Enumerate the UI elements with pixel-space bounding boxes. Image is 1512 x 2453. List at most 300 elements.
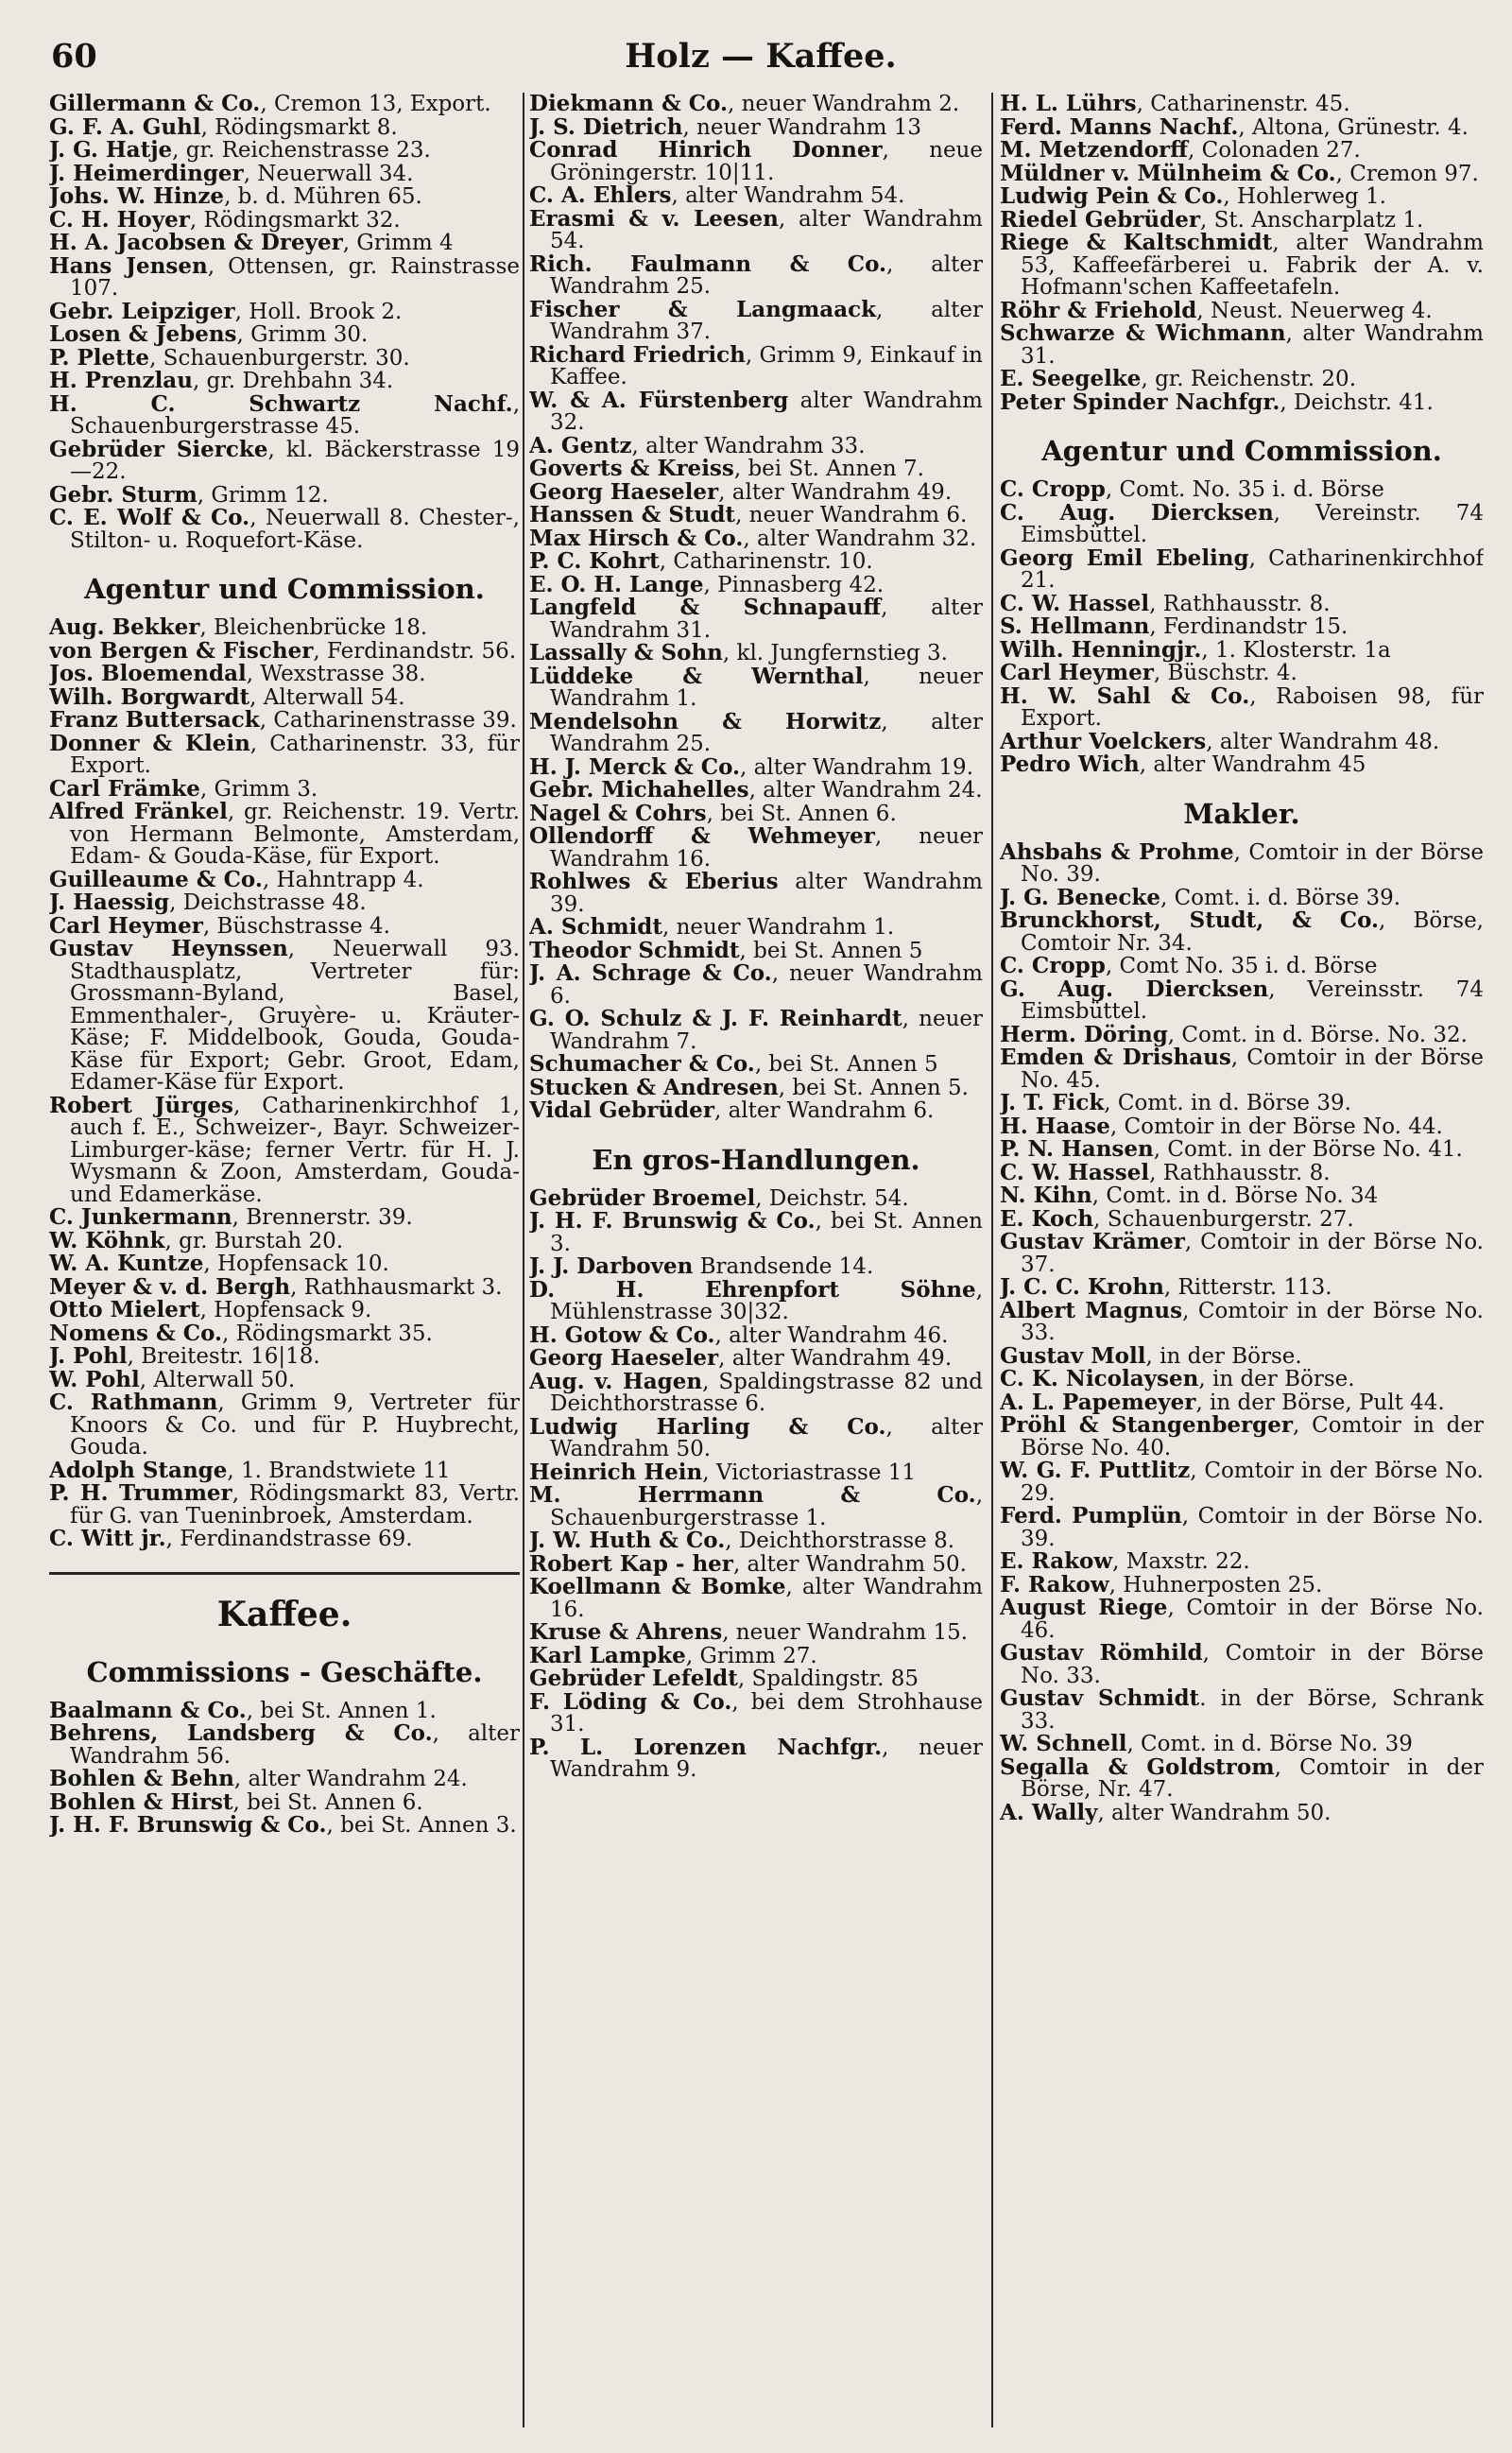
entry-address: , alter Wandrahm 53, Kaffeefärberei u. Fabrik der A. v. Hofmann'schen Kaffeetafeln.: [1021, 231, 1484, 300]
firm-name: Gustav Heynssen: [49, 936, 288, 961]
directory-entry: [1000, 1297, 1484, 1345]
firm-name: Behrens, Landsberg & Co.: [49, 1720, 433, 1746]
directory-entry: [529, 1621, 983, 1645]
directory-entry: [529, 1484, 983, 1529]
entry-address: , Wexstrasse 38.: [246, 662, 426, 686]
entry-address: , alter Wandrahm 54.: [671, 183, 905, 208]
firm-name: J. H. F. Brunswig & Co.: [49, 1812, 327, 1838]
firm-name: Ferd. Pumplün: [1000, 1503, 1182, 1529]
firm-name: Diekmann & Co.: [529, 93, 728, 116]
firm-name: P. L. Lorenzen Nachfgr.: [529, 1734, 883, 1760]
entry-address: , alter Wandrahm 25.: [550, 709, 983, 756]
entry-address: , alter Wandrahm 19.: [740, 754, 974, 780]
directory-entry: [49, 1482, 520, 1528]
directory-entry: [529, 1461, 983, 1485]
entry-address: , Grimm 9, Einkauf in Kaffee.: [550, 342, 983, 389]
firm-name: Conrad Hinrich Donner: [529, 137, 883, 163]
directory-entry: [1000, 93, 1484, 116]
entry-address: , neuer Wandrahm 16.: [550, 824, 983, 872]
directory-entry: [1000, 1460, 1484, 1505]
firm-name: A. L. Papemeyer: [1000, 1389, 1196, 1415]
firm-name: Karl Lampke: [529, 1642, 686, 1668]
entry-address: , alter Wandrahm 33.: [631, 433, 866, 458]
entry-address: , Raboisen 98, für Export.: [1021, 683, 1484, 731]
directory-entry: [529, 1550, 983, 1577]
firm-name: W. G. F. Puttlitz: [1000, 1458, 1191, 1483]
firm-name: C. H. Hoyer: [49, 206, 190, 233]
directory-entry: [529, 93, 983, 116]
directory-entry: [49, 709, 520, 733]
directory-entry: [1000, 1205, 1484, 1232]
directory-entry: [529, 596, 983, 642]
directory-entry: [529, 341, 983, 389]
entry-address: , bei St. Annen 3.: [326, 1813, 517, 1838]
directory-entry: [529, 1667, 983, 1691]
directory-entry: [49, 185, 520, 209]
directory-entry: [529, 250, 983, 299]
directory-entry: [529, 1074, 983, 1100]
entry-address: , Comtoir in der Börse No. 40.: [1021, 1413, 1484, 1460]
firm-name: F. Löding & Co.: [529, 1688, 732, 1715]
firm-name: Gillermann & Co.: [49, 93, 261, 116]
directory-entry: [49, 1457, 520, 1483]
column-left: [49, 93, 520, 2437]
directory-entry: [1000, 1414, 1484, 1460]
firm-name: Gebrüder Siercke: [49, 436, 268, 462]
entry-address: , kl. Jungfernstieg 3.: [722, 641, 948, 665]
entry-address: , Neuerwall 34.: [243, 161, 414, 186]
entry-address: , neuer Wandrahm 1.: [550, 664, 983, 711]
directory-entry: [529, 205, 983, 253]
entry-address: , alter Wandrahm 31.: [550, 596, 983, 643]
firm-name: Aug. v. Hagen: [529, 1368, 703, 1394]
directory-entry: [529, 571, 983, 597]
directory-entry: [49, 139, 520, 163]
directory-entry: [529, 1053, 983, 1077]
firm-name: J. Haessig: [49, 890, 170, 915]
firm-name: A. Schmidt: [529, 914, 662, 940]
directory-entry: [49, 390, 520, 439]
entry-address: , Schauenburgerstr. 30.: [149, 345, 410, 371]
firm-name: Gebrüder Lefeldt: [529, 1666, 738, 1691]
directory-entry: [1000, 1733, 1484, 1756]
directory-entry: [1000, 955, 1484, 978]
firm-name: Langfeld & Schnapauff: [529, 595, 882, 620]
firm-name: August Riege: [1000, 1595, 1168, 1620]
directory-entry: [529, 1576, 983, 1621]
directory-entry: [1000, 160, 1484, 186]
entry-address: , neuer Wandrahm 9.: [550, 1735, 983, 1782]
entry-address: , Huhnerposten 25.: [1108, 1572, 1323, 1598]
firm-name: Röhr & Friehold: [1000, 297, 1197, 323]
directory-entry: [529, 113, 983, 140]
directory-entry: [49, 1252, 520, 1276]
directory-entry: [529, 296, 983, 344]
firm-name: Gustav Krämer: [1000, 1229, 1185, 1254]
entry-address: , alter Wandrahm 25.: [550, 251, 983, 299]
directory-entry: [49, 206, 520, 233]
entry-address: , Neuerwall 8. Chester-, Stilton- u. Roquefort-Käse.: [70, 506, 520, 553]
section-heading: Agentur und Commission.: [1041, 435, 1442, 467]
directory-entry: [529, 665, 983, 711]
directory-entry: [1000, 297, 1484, 323]
entry-address: , neue Gröningerstr. 10|11.: [550, 138, 983, 185]
directory-entry: [49, 683, 520, 710]
entry-address: , alter Wandrahm 24.: [233, 1767, 468, 1791]
entry-address: , neuer Wandrahm 15.: [722, 1620, 969, 1645]
firm-name: Peter Spinder Nachfgr.: [1000, 389, 1280, 415]
entry-address: , Holl. Brook 2.: [234, 299, 403, 324]
entry-address: , Deichstrasse 48.: [169, 890, 367, 915]
firm-name: H. Haase: [1000, 1113, 1110, 1139]
directory-entry: [529, 1324, 983, 1348]
firm-name: Gebr. Leipziger: [49, 298, 235, 324]
directory-entry: [1000, 1115, 1484, 1139]
page-number: 60: [51, 37, 97, 76]
firm-name: H. W. Sahl & Co.: [1000, 682, 1250, 709]
entry-address: , neuer Wandrahm 6.: [735, 503, 968, 527]
firm-name: C. E. Wolf & Co.: [49, 505, 250, 530]
entry-address: , Grimm 27.: [685, 1643, 817, 1668]
firm-name: Albert Magnus: [1000, 1297, 1183, 1323]
entry-address: , neuer Wandrahm 13: [682, 114, 922, 140]
firm-name: Herm. Döring: [1000, 1021, 1168, 1047]
firm-name: P. Plette: [49, 344, 150, 371]
directory-entry: [529, 708, 983, 756]
firm-name: Schumacher & Co.: [529, 1051, 755, 1077]
directory-entry: [1000, 753, 1484, 777]
directory-entry: [49, 481, 520, 508]
entry-address: , Vereinstr. 74 Eimsbüttel.: [1021, 500, 1484, 547]
directory-entry: [49, 866, 520, 892]
entry-address: , Ferdinandstr 15.: [1149, 614, 1349, 639]
directory-entry: [1000, 1368, 1484, 1391]
directory-entry: [49, 775, 520, 802]
entry-address: , Hahntrapp 4.: [262, 867, 424, 892]
entry-address: , Rathhausmarkt 3.: [290, 1274, 503, 1300]
entry-address: , Comt No. 35 i. d. Börse: [1105, 954, 1378, 978]
section-rule: [49, 1572, 520, 1575]
entry-address: , Deichstr. 41.: [1280, 389, 1434, 415]
entry-address: , kl. Bäckerstrasse 19—22.: [70, 437, 520, 484]
entry-address: , in der Börse.: [1145, 1343, 1302, 1369]
entry-address: , Spaldingstr. 85: [737, 1667, 919, 1691]
firm-name: J. C. C. Krohn: [1000, 1274, 1164, 1300]
entry-address: , Rödingsmarkt 35.: [222, 1321, 433, 1346]
firm-name: C. W. Hassel: [1000, 590, 1150, 616]
directory-entry: [529, 1347, 983, 1371]
entry-address: , Pinnasberg 42.: [703, 572, 885, 597]
entry-address: , Ottensen, gr. Rainstrasse 107.: [70, 253, 520, 301]
firm-name: P. H. Trummer: [49, 1480, 232, 1506]
entry-address: , Spaldingstrasse 82 und Deichthorstrasse 6.: [550, 1369, 983, 1416]
directory-entry: [529, 550, 983, 574]
entry-address: , Hohlerweg 1.: [1223, 184, 1386, 209]
entry-address: , bei St. Annen 7.: [733, 457, 924, 481]
entry-address: , Comtoir in der Börse No. 44.: [1109, 1114, 1443, 1139]
entry-address: , Comtoir in der Börse No. 37.: [1021, 1230, 1484, 1277]
firm-name: Rohlwes & Eberius: [529, 869, 779, 894]
entry-address: , 1. Brandstwiete 11: [227, 1458, 451, 1483]
firm-name: Pedro Wich: [1000, 751, 1140, 777]
firm-name: H. Prenzlau: [49, 368, 193, 393]
firm-name: G. Aug. Diercksen: [1000, 976, 1269, 1002]
directory-entry: [1000, 1046, 1484, 1092]
firm-name: Otto Mielert: [49, 1297, 200, 1322]
directory-entry: [529, 1688, 983, 1736]
directory-entry: [49, 1273, 520, 1300]
entry-address: , Rathhausstr. 8.: [1149, 1160, 1331, 1185]
directory-entry: [1000, 1159, 1484, 1185]
firm-name: Ludwig Pein & Co.: [1000, 183, 1224, 209]
firm-name: Alfred Fränkel: [49, 799, 228, 824]
entry-address: , Comt. in d. Börse. No. 32.: [1167, 1022, 1468, 1047]
directory-entry: [1000, 499, 1484, 547]
directory-entry: [529, 478, 983, 505]
directory-entry: [49, 1299, 520, 1322]
firm-name: Fischer & Langmaack: [529, 296, 877, 322]
directory-entry: [49, 663, 520, 686]
entry-address: , alter Wandrahm 37.: [550, 297, 983, 344]
section-title: Kaffee.: [216, 1594, 352, 1634]
directory-entry: [49, 801, 520, 869]
firm-name: P. C. Kohrt: [529, 548, 660, 574]
directory-entry: [1000, 590, 1484, 616]
entry-address: , Rödingsmarkt 32.: [189, 207, 401, 233]
directory-entry: [529, 753, 983, 780]
directory-entry: [49, 252, 520, 301]
entry-address: , in der Börse.: [1198, 1367, 1355, 1391]
firm-name: C. A. Ehlers: [529, 182, 672, 208]
directory-entry: [49, 1788, 520, 1815]
directory-entry: [1000, 478, 1484, 502]
entry-address: , Vereinsstr. 74 Eimsbüttel.: [1021, 976, 1484, 1024]
firm-name: Richard Friedrich: [529, 341, 746, 368]
directory-entry: [49, 323, 520, 347]
firm-name: Wilh. Henningjr.: [1000, 636, 1202, 663]
entry-address: , neuer Wandrahm 6.: [550, 961, 983, 1009]
directory-entry: [49, 1366, 520, 1392]
entry-address: , Deichstr. 54.: [755, 1185, 909, 1211]
section-heading: Agentur und Commission.: [84, 573, 485, 605]
firm-name: Ludwig Harling & Co.: [529, 1413, 886, 1440]
directory-entry: [1000, 1687, 1484, 1733]
firm-name: Donner & Klein: [49, 730, 250, 756]
entry-address: , bei St. Annen 6.: [232, 1789, 423, 1815]
directory-entry: [529, 800, 983, 826]
entry-address: , Neust. Neuerweg 4.: [1196, 298, 1433, 323]
firm-name: Ferd. Manns Nachf.: [1000, 113, 1239, 140]
section-heading: Makler.: [1183, 797, 1300, 830]
firm-name: Adolph Stange: [49, 1457, 228, 1483]
firm-name: Bohlen & Hirst: [49, 1788, 233, 1815]
directory-entry: [49, 370, 520, 393]
entry-address: , Cremon 13, Export.: [260, 93, 491, 116]
entry-address: , alter Wandrahm 50.: [1097, 1800, 1332, 1825]
entry-address: , Grimm 30.: [236, 322, 369, 347]
firm-name: Meyer & v. d. Bergh: [49, 1273, 291, 1300]
entry-address: , Alterwall 50.: [139, 1367, 296, 1392]
entry-address: , Comt. No. 35 i. d. Börse: [1105, 477, 1384, 502]
directory-entry: [49, 344, 520, 371]
firm-name: C. Witt jr.: [49, 1526, 166, 1551]
directory-entry: [1000, 1505, 1484, 1550]
entry-address: , Altona, Grünestr. 4.: [1238, 114, 1469, 140]
directory-entry: [529, 1210, 983, 1255]
entry-address: , Rödingsmarkt 8.: [200, 114, 398, 140]
entry-address: , Grimm 12.: [197, 482, 329, 508]
directory-entry: [49, 298, 520, 324]
directory-entry: [49, 507, 520, 552]
firm-name: Pröhl & Stangenberger: [1000, 1412, 1293, 1438]
directory-entry: [529, 1529, 983, 1553]
firm-name: Stucken & Andresen: [529, 1074, 779, 1100]
directory-entry: [1000, 909, 1484, 955]
directory-entry: [49, 232, 520, 255]
directory-entry: [529, 962, 983, 1008]
entry-address: , Maxstr. 22.: [1112, 1549, 1250, 1574]
entry-address: , alter Wandrahm 16.: [550, 1575, 983, 1622]
firm-name: C. Aug. Diercksen: [1000, 499, 1274, 526]
firm-name: H. A. Jacobsen & Dreyer: [49, 230, 343, 255]
entry-address: , alter Wandrahm 32.: [743, 526, 977, 551]
entry-address: , Schauenburgerstrasse 1.: [550, 1483, 983, 1530]
directory-entry: [1000, 368, 1484, 391]
directory-entry: [49, 1345, 520, 1369]
entry-address: , Rathhausstr. 8.: [1149, 591, 1331, 616]
firm-name: Georg Haeseler: [529, 1345, 719, 1371]
directory-entry: [49, 637, 520, 664]
firm-name: C. Junkermann: [49, 1204, 232, 1230]
entry-address: , Grimm 9, Vertreter für Knoors & Co. und für P. Huybrecht, Gouda.: [70, 1391, 520, 1460]
entry-address: , Brennerstr. 39.: [232, 1205, 413, 1230]
firm-name: F. Rakow: [1000, 1571, 1109, 1598]
entry-address: , neuer Wandrahm 2.: [727, 93, 960, 116]
directory-entry: [49, 1092, 520, 1207]
firm-name: W. Köhnk: [49, 1227, 165, 1253]
firm-name: P. N. Hansen: [1000, 1136, 1154, 1162]
directory-entry: [49, 93, 520, 116]
firm-name: D. H. Ehrenpfort Söhne: [529, 1276, 976, 1303]
entry-address: , alter Wandrahm 6.: [713, 1098, 935, 1123]
firm-name: Jos. Bloemendal: [49, 661, 247, 686]
directory-entry: [1000, 1571, 1484, 1598]
directory-entry: [529, 779, 983, 803]
directory-entry: [529, 825, 983, 871]
firm-name: W. & A. Fürstenberg: [529, 387, 789, 413]
firm-name: Heinrich Hein: [529, 1459, 703, 1485]
firm-name: C. Cropp: [1000, 953, 1106, 978]
entry-address: , Catharinenstr. 45.: [1136, 93, 1350, 116]
directory-entry: [49, 1814, 520, 1838]
directory-entry: [49, 1322, 520, 1346]
firm-name: Carl Heymer: [49, 912, 203, 939]
firm-name: von Bergen & Fischer: [49, 637, 314, 664]
directory-entry: [1000, 1550, 1484, 1574]
entry-address: , alter Wandrahm 46.: [714, 1322, 949, 1348]
directory-entry: [1000, 1391, 1484, 1415]
firm-name: Lüddeke & Wernthal: [529, 663, 864, 689]
entry-address: , St. Anscharplatz 1.: [1199, 207, 1424, 233]
firm-name: J. J. Darboven: [529, 1253, 694, 1279]
firm-name: Nagel & Cohrs: [529, 800, 707, 826]
directory-entry: [1000, 139, 1484, 163]
entry-address: , alter Wandrahm 54.: [550, 206, 983, 253]
entry-address: , bei St. Annen 5.: [778, 1075, 969, 1100]
firm-name: N. Kihn: [1000, 1183, 1092, 1208]
entry-address: , Comt. in d. Börse No. 34: [1091, 1183, 1379, 1208]
firm-name: A. Gentz: [529, 432, 632, 458]
directory-entry: [529, 1368, 983, 1416]
directory-entry: [529, 937, 983, 963]
directory-entry: [529, 458, 983, 481]
directory-entry: [1000, 322, 1484, 368]
firm-name: Müldner v. Mülnheim & Co.: [1000, 160, 1336, 186]
firm-name: H. Gotow & Co.: [529, 1322, 715, 1348]
firm-name: M. Metzendorff: [1000, 137, 1189, 163]
directory-entry: [49, 938, 520, 1095]
entry-address: , Schauenburgerstr. 27.: [1093, 1206, 1354, 1232]
firm-name: Hans Jensen: [49, 252, 208, 279]
directory-entry: [1000, 1231, 1484, 1276]
firm-name: G. O. Schulz & J. F. Reinhardt: [529, 1006, 902, 1031]
entry-address: , Comtoir in der Börse No. 33.: [1021, 1298, 1484, 1345]
directory-entry: [49, 891, 520, 915]
firm-name: Guilleaume & Co.: [49, 866, 263, 892]
directory-entry: [529, 527, 983, 551]
entry-address: , Ferdinandstrasse 69.: [165, 1527, 413, 1551]
entry-address: , gr. Reichenstr. 20.: [1141, 367, 1357, 391]
directory-entry: [529, 1642, 983, 1668]
entry-address: , Ferdinandstr. 56.: [313, 638, 517, 664]
directory-entry: [49, 1722, 520, 1768]
entry-address: , bei St. Annen 5: [739, 938, 923, 963]
firm-name: Carl Heymer: [1000, 660, 1154, 685]
directory-entry: [1000, 206, 1484, 233]
entry-address: , gr. Drehbahn 34.: [192, 369, 394, 393]
entry-address: , alter Wandrahm 45: [1139, 752, 1366, 777]
entry-address: Brandsende 14.: [693, 1254, 874, 1279]
entry-address: , bei dem Strohhause 31.: [550, 1689, 983, 1736]
firm-name: Georg Haeseler: [529, 478, 719, 505]
entry-address: , neuer Wandrahm 7.: [550, 1007, 983, 1054]
firm-name: Georg Emil Ebeling: [1000, 544, 1249, 571]
directory-entry: [1000, 884, 1484, 910]
directory-entry: [49, 113, 520, 140]
firm-name: Ahsbahs & Prohme: [1000, 838, 1234, 865]
entry-address: , in der Börse, Pult 44.: [1195, 1390, 1445, 1415]
directory-entry: [529, 1008, 983, 1053]
entry-address: , Hopfensack 9.: [199, 1298, 372, 1322]
firm-name: J. A. Schrage & Co.: [529, 960, 772, 986]
entry-address: , bei St. Annen 6.: [706, 801, 897, 826]
firm-name: Lassally & Sohn: [529, 640, 723, 665]
entry-address: , Comtoir in der Börse, Nr. 47.: [1021, 1754, 1484, 1802]
entry-address: , Rödingsmarkt 83, Vertr. für G. van Tueninbroek, Amsterdam.: [70, 1481, 520, 1529]
directory-entry: [1000, 615, 1484, 639]
firm-name: Gebrüder Broemel: [529, 1184, 756, 1211]
directory-entry: [529, 1276, 983, 1324]
entry-address: , Comtoir in der Börse No. 29.: [1021, 1459, 1484, 1506]
column-divider: [991, 93, 993, 2427]
directory-entry: [1000, 728, 1484, 754]
firm-name: J. G. Hatje: [49, 137, 173, 163]
entry-address: , Comt. in d. Börse No. 39: [1126, 1732, 1413, 1756]
firm-name: Carl Främke: [49, 775, 200, 802]
firm-name: Koellmann & Bomke: [529, 1574, 786, 1599]
entry-address: , Mühlenstrasse 30|32.: [550, 1277, 983, 1324]
firm-name: Nomens & Co.: [49, 1320, 223, 1346]
